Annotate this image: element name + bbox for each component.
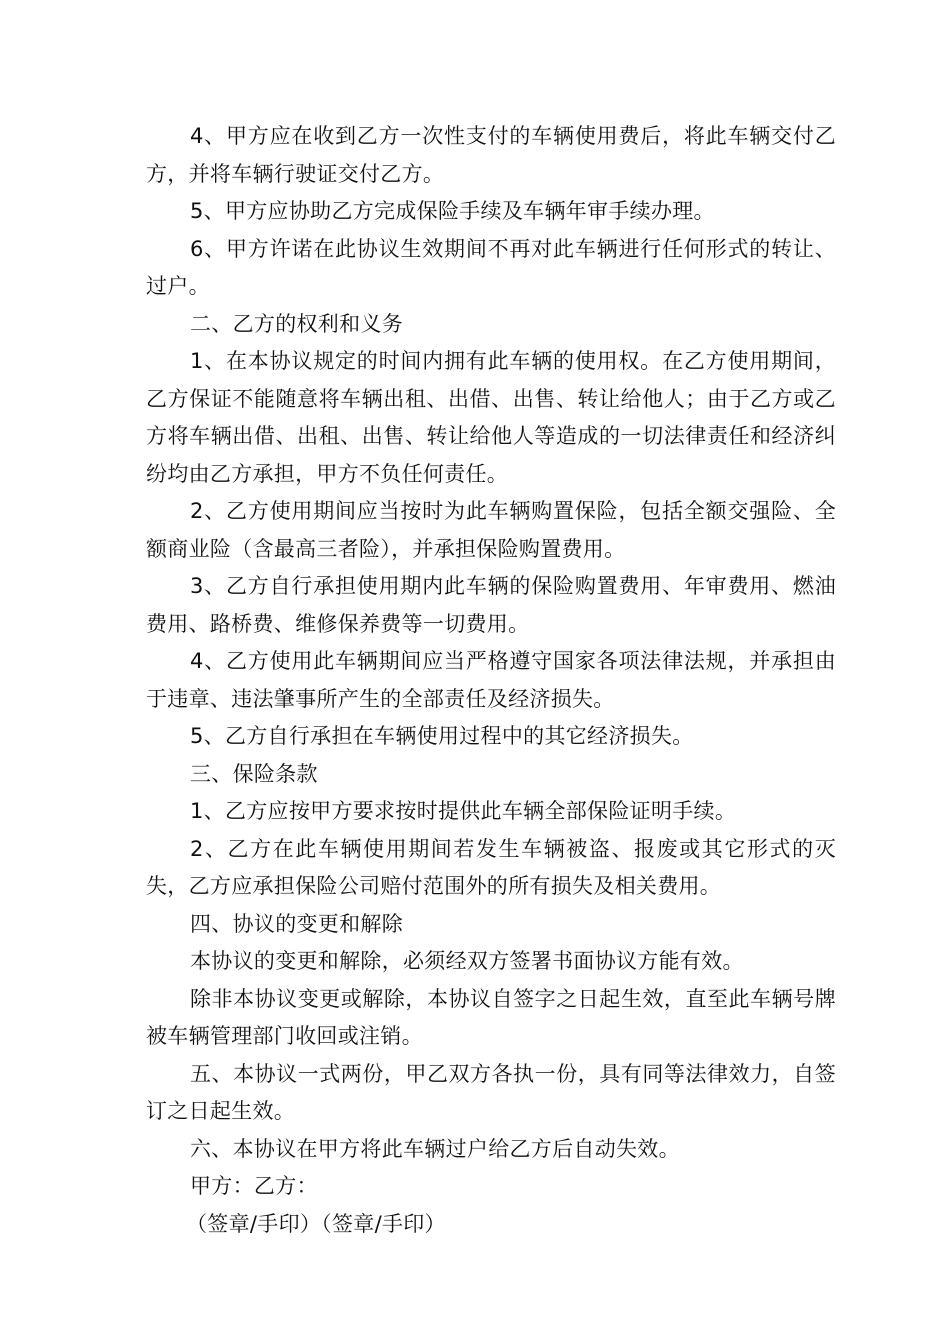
- clause-c1: 1、乙方应按甲方要求按时提供此车辆全部保险证明手续。: [190, 799, 737, 823]
- section-6: 六、本协议在甲方将此车辆过户给乙方后自动失效。: [190, 1136, 680, 1161]
- section-heading-2: 二、乙方的权利和义务: [190, 311, 403, 336]
- clause-d2: 除非本协议变更或解除，本协议自签字之日起生效，直至此车辆号牌被车辆管理部门收回或注销。: [146, 986, 836, 1048]
- clause-c2: 2、乙方在此车辆使用期间若发生车辆被盗、报废或其它形式的灭失，乙方应承担保险公司赔付范围外的所有损失及相关费用。: [146, 836, 836, 898]
- signature-seals: （签章/手印）（签章/手印）: [186, 1211, 446, 1236]
- section-heading-4: 四、协议的变更和解除: [190, 911, 403, 936]
- clause-d1: 本协议的变更和解除，必须经双方签署书面协议方能有效。: [190, 949, 744, 973]
- clause-b1: 1、在本协议规定的时间内拥有此车辆的使用权。在乙方使用期间，乙方保证不能随意将车辆出租、出借、出售、转让给他人；由于乙方或乙方将车辆出借、出租、出售、转让给他人等造成的一切法律责任和经济纠纷均由乙方承担，甲方不负任何责任。: [146, 349, 836, 486]
- section-5: 五、本协议一式两份，甲乙双方各执一份，具有同等法律效力，自签订之日起生效。: [146, 1061, 836, 1123]
- clause-b5: 5、乙方自行承担在车辆使用过程中的其它经济损失。: [190, 724, 694, 748]
- signature-parties: 甲方：乙方：: [190, 1174, 318, 1198]
- clause-b3: 3、乙方自行承担使用期内此车辆的保险购置费用、年审费用、燃油费用、路桥费、维修保养费等一切费用。: [146, 574, 836, 636]
- document-page: [146, 118, 836, 1243]
- clause-a4: 4、甲方应在收到乙方一次性支付的车辆使用费后，将此车辆交付乙方，并将车辆行驶证交付乙方。: [146, 124, 836, 186]
- clause-b2: 2、乙方使用期间应当按时为此车辆购置保险，包括全额交强险、全额商业险（含最高三者险），并承担保险购置费用。: [146, 499, 836, 561]
- clause-a5: 5、甲方应协助乙方完成保险手续及车辆年审手续办理。: [190, 199, 715, 223]
- section-heading-3: 三、保险条款: [190, 761, 318, 786]
- clause-b4: 4、乙方使用此车辆期间应当严格遵守国家各项法律法规，并承担由于违章、违法肇事所产生的全部责任及经济损失。: [146, 649, 836, 711]
- clause-a6: 6、甲方许诺在此协议生效期间不再对此车辆进行任何形式的转让、过户。: [146, 236, 836, 298]
